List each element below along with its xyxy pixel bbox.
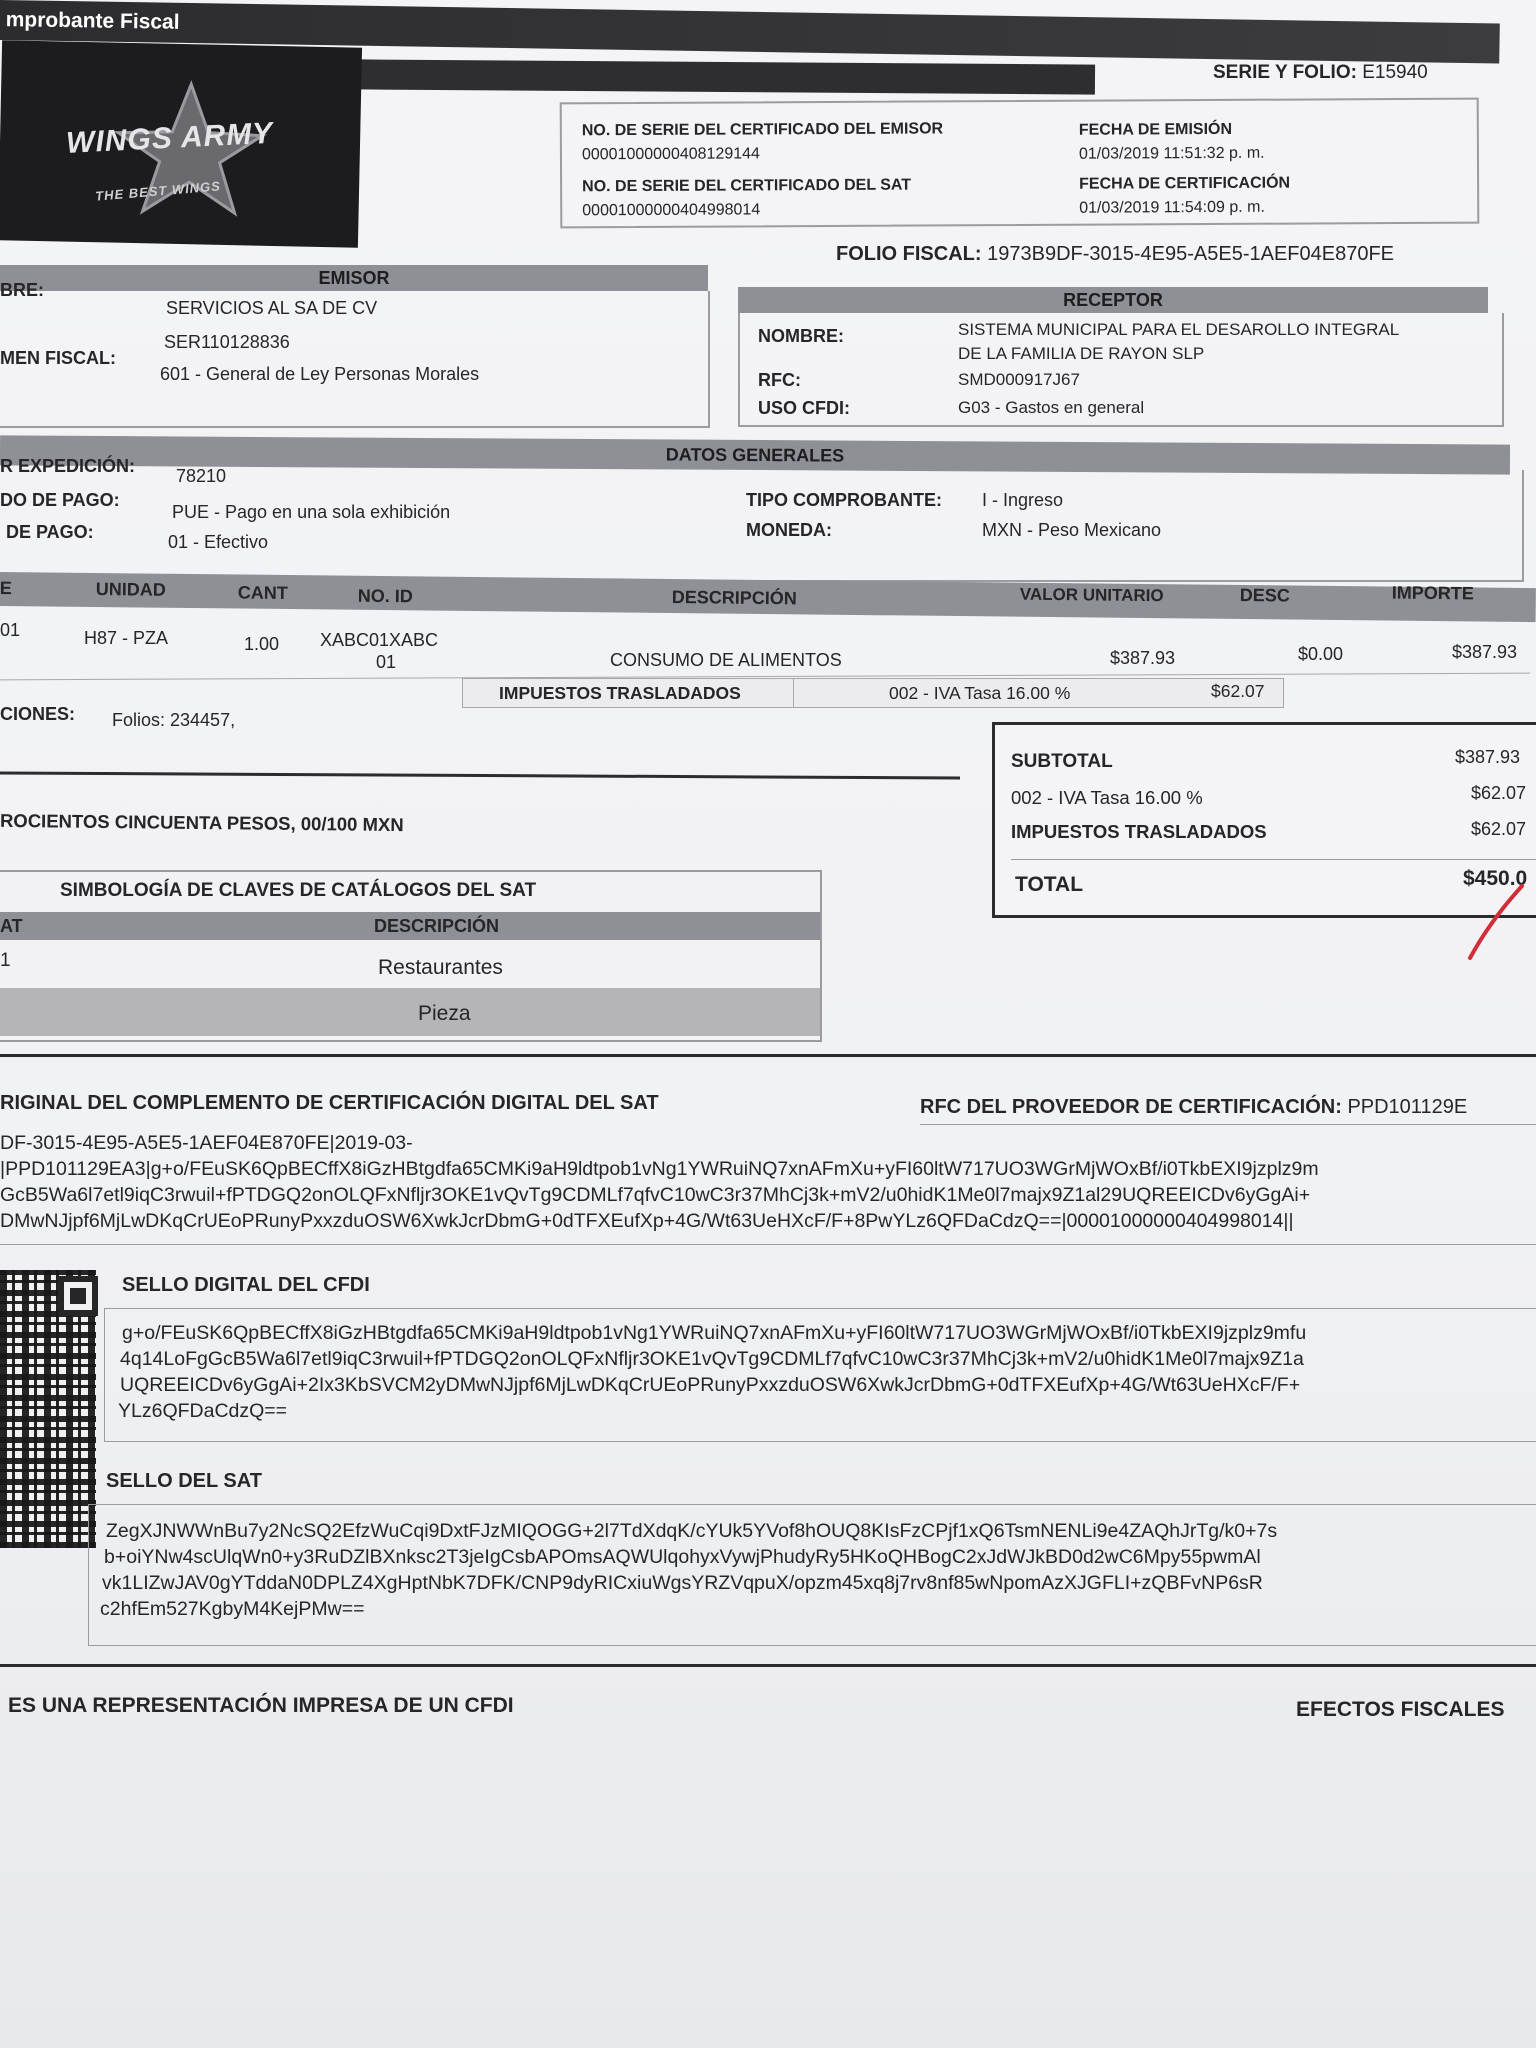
col-clave: E: [0, 577, 12, 599]
row-descripcion: CONSUMO DE ALIMENTOS: [610, 650, 842, 670]
rfc-proveedor-label: RFC DEL PROVEEDOR DE CERTIFICACIÓN:: [920, 1096, 1342, 1118]
receptor-nombre-label: NOMBRE:: [758, 326, 844, 346]
observaciones-label: CIONES:: [0, 704, 76, 724]
metodo-value: PUE - Pago en una sola exhibición: [172, 502, 451, 522]
fecha-cert-label: FECHA DE CERTIFICACIÓN: [1079, 174, 1291, 193]
moneda-value: MXN - Peso Mexicano: [982, 520, 1162, 540]
qr-finder-icon: [58, 1276, 98, 1316]
generales-header: DATOS GENERALES: [0, 435, 1510, 474]
emisor-regimen-label: MEN FISCAL:: [0, 348, 116, 368]
tipo-value: I - Ingreso: [982, 490, 1064, 510]
sello-sat-line-3: vk1LIZwJAV0gYTddaN0DPLZ4XgHptNbK7DFK/CNP9dyRICxiuWgsYRZVqpuX/opzm45xq8j7rv8nf85wNpomAzXJGFLI+zQBFvNP6sR: [102, 1572, 1263, 1594]
cert-sat-label: NO. DE SERIE DEL CERTIFICADO DEL SAT: [582, 176, 912, 196]
trasl-value: $62.07: [1471, 819, 1527, 839]
cert-emisor-label: NO. DE SERIE DEL CERTIFICADO DEL EMISOR: [581, 120, 944, 140]
folio-fiscal-value: 1973B9DF-3015-4E95-A5E5-1AEF04E870FE: [987, 243, 1395, 265]
receptor-uso-label: USO CFDI:: [758, 398, 850, 418]
serie-folio-label: SERIE Y FOLIO:: [1213, 62, 1357, 83]
rfc-proveedor-value: PPD101129E: [1347, 1096, 1468, 1118]
serie-folio-value: E15940: [1362, 62, 1428, 83]
simbologia-col-desc: DESCRIPCIÓN: [374, 916, 500, 936]
logo-text: WINGS ARMY: [65, 116, 274, 160]
sello-sat-line-1: ZegXJNWWnBu7y2NcSQ2EfzWuCqi9DxtFJzMIQOGG+2l7TdXdqK/cYUk5YVof8hOUQ8KIsFzCPjf1xQ6TsmNENLi9e4ZAQhJrTg/k0+7s: [106, 1520, 1278, 1542]
col-importe: IMPORTE: [1391, 582, 1474, 604]
impuestos-value: $62.07: [1211, 681, 1265, 701]
col-desc: DESC: [1239, 584, 1290, 606]
folio-fiscal-label: FOLIO FISCAL:: [836, 243, 982, 265]
simbologia-row1-desc: Restaurantes: [378, 956, 503, 979]
footer-rule: [0, 1664, 1536, 1667]
footer-left: ES UNA REPRESENTACIÓN IMPRESA DE UN CFDI: [8, 1694, 514, 1717]
document-title: mprobante Fiscal: [5, 8, 180, 34]
cadena-line-4: DMwNJjpf6MjLwDKqCrUEoPRunyPxxzduOSW6XwkJcrDbmG+0dTFXEufXp+4G/Wt63UeHXcF/F+8PwYLz6QFDaCdzQ==|00001000000404998014||: [0, 1210, 1294, 1232]
simbologia-header: [0, 912, 820, 940]
emisor-regimen: 601 - General de Ley Personas Morales: [160, 364, 480, 384]
red-check-mark-icon: [1460, 880, 1530, 960]
moneda-label: MONEDA:: [746, 520, 832, 540]
rfc-proveedor-rule: [920, 1124, 1536, 1125]
total-value: $450.0: [1463, 867, 1528, 890]
folio-fiscal: [836, 243, 1394, 266]
sello-cfdi-line-1: g+o/FEuSK6QpBECffX8iGzHBtgdfa65CMKi9aH9ldtpob1vNg1YWRuiNQ7xnAFmXu+yFI60ltW717UO3WGrMjWOxBf/i0TkbEXI9jzplz9mfu: [122, 1322, 1307, 1344]
cadena-top-rule: [0, 1054, 1536, 1057]
iva-label: 002 - IVA Tasa 16.00 %: [1011, 787, 1203, 808]
certificate-box: [560, 98, 1480, 229]
simbologia-row2: [0, 988, 820, 1036]
receptor-rfc-label: RFC:: [758, 370, 801, 390]
fecha-emision-label: FECHA DE EMISIÓN: [1078, 120, 1233, 139]
serie-folio: [1213, 62, 1428, 84]
cadena-line-3: GcB5Wa6l7etl9iqC3rwuil+fPTDGQ2onOLQFxNfljr3OKE1vQvTg9CDMLf7qfvC10wC3r37MhCj3k+mV2/u0hidK1Me0l7majx9Z1al29UQREEICDv6yGgAi+: [0, 1184, 1311, 1206]
cadena-line-2: |PPD101129EA3|g+o/FEuSK6QpBECffX8iGzHBtgdfa65CMKi9aH9ldtpob1vNg1YWRuiNQ7xnAFmXu+yFI60ltW717UO3WGrMjWOxBf/i0TkbEXI9jzplz9m: [0, 1158, 1319, 1180]
emisor-nombre: SERVICIOS AL SA DE CV: [166, 298, 378, 318]
col-unidad: UNIDAD: [95, 579, 166, 600]
receptor-uso: G03 - Gastos en general: [958, 398, 1145, 417]
fecha-cert-value: 01/03/2019 11:54:09 p. m.: [1079, 198, 1265, 217]
metodo-label: DO DE PAGO:: [0, 490, 120, 510]
sello-cfdi-line-4: YLz6QFDaCdzQ==: [118, 1400, 288, 1422]
impuestos-row: [462, 678, 1284, 708]
sello-sat-line-4: c2hfEm527KgbyM4KejPMw==: [100, 1598, 365, 1620]
emisor-header: EMISOR: [0, 265, 708, 291]
expedicion-label: R EXPEDICIÓN:: [0, 456, 136, 476]
receptor-nombre-1: SISTEMA MUNICIPAL PARA EL DESAROLLO INTEGRAL: [958, 320, 1400, 339]
col-valor: VALOR UNITARIO: [1019, 584, 1164, 606]
letra-rule: [0, 771, 960, 779]
row-cant: 1.00: [244, 634, 280, 654]
observaciones-value: Folios: 234457,: [112, 710, 236, 730]
sello-cfdi-line-2: 4q14LoFgGcB5Wa6l7etl9iqC3rwuil+fPTDGQ2onOLQFxNfljr3OKE1vQvTg9CDMLf7qfvC10wC3r37MhCj3k+mV2/u0hidK1Me0l7majx9Z1a: [120, 1348, 1304, 1370]
emisor-nombre-label: BRE:: [0, 280, 44, 300]
col-noid: NO. ID: [357, 585, 413, 607]
cert-sat-value: 00001000000404998014: [582, 201, 761, 220]
qr-code: [0, 1270, 96, 1548]
row-clave: 01: [0, 620, 21, 640]
fecha-emision-value: 01/03/2019 11:51:32 p. m.: [1078, 144, 1265, 163]
subtotal-value: $387.93: [1455, 747, 1521, 767]
forma-label: DE PAGO:: [6, 522, 94, 542]
sello-sat-title: SELLO DEL SAT: [106, 1470, 262, 1492]
row-unidad: H87 - PZA: [84, 628, 169, 648]
row-noid-1: XABC01XABC: [320, 630, 439, 650]
row-valor: $387.93: [1110, 648, 1176, 668]
logo-tagline: THE BEST WINGS: [94, 178, 222, 204]
simbologia-box: [0, 870, 822, 1042]
simbologia-title: SIMBOLOGÍA DE CLAVES DE CATÁLOGOS DEL SAT: [60, 880, 537, 901]
expedicion-value: 78210: [176, 466, 227, 486]
emisor-rfc: SER110128836: [164, 332, 290, 352]
row-desc: $0.00: [1298, 644, 1344, 664]
receptor-nombre-2: DE LA FAMILIA DE RAYON SLP: [958, 344, 1205, 363]
header-strip: [360, 59, 1095, 94]
impuestos-label: IMPUESTOS TRASLADADOS: [499, 683, 741, 703]
impuestos-desc: 002 - IVA Tasa 16.00 %: [889, 683, 1071, 703]
cadena-title: RIGINAL DEL COMPLEMENTO DE CERTIFICACIÓN DIGITAL DEL SAT: [0, 1092, 659, 1114]
totales-box: [992, 722, 1536, 918]
col-descripcion: DESCRIPCIÓN: [671, 587, 797, 609]
simbologia-col-key: AT: [0, 916, 23, 936]
subtotal-label: SUBTOTAL: [1011, 751, 1113, 772]
cert-emisor-value: 00001000000408129144: [581, 145, 760, 164]
receptor-header: RECEPTOR: [738, 287, 1488, 313]
row-importe: $387.93: [1452, 642, 1518, 662]
simbologia-row2-desc: Pieza: [418, 1002, 471, 1025]
simbologia-row1-key: 1: [0, 950, 11, 971]
forma-value: 01 - Efectivo: [168, 532, 269, 552]
sello-cfdi-title: SELLO DIGITAL DEL CFDI: [122, 1274, 370, 1296]
sello-sat-line-2: b+oiYNw4scUlqWn0+y3RuDZlBXnksc2T3jeIgCsbAPOmsAQWUlqohyxVywjPhudyRy5HKoQHBogC2xJdWJkBD0d2wC6Mpy55pwmAl: [104, 1546, 1261, 1568]
importe-letra: ROCIENTOS CINCUENTA PESOS, 00/100 MXN: [0, 809, 404, 836]
sello-cfdi-line-3: UQREEICDv6yGgAi+2Ix3KbSVCM2yDMwNJjpf6MjLwDKqCrUEoPRunyPxxzduOSW6XwkJcrDbmG+0dTFXEufXp+4G/Wt63UeHXcF/F+: [120, 1374, 1301, 1396]
total-label: TOTAL: [1015, 873, 1084, 896]
footer-right: EFECTOS FISCALES: [1296, 1698, 1505, 1721]
trasl-label: IMPUESTOS TRASLADADOS: [1011, 821, 1267, 842]
rfc-proveedor: [920, 1096, 1467, 1119]
cadena-line-1: DF-3015-4E95-A5E5-1AEF04E870FE|2019-03-: [0, 1132, 413, 1154]
iva-value: $62.07: [1471, 783, 1527, 803]
company-logo: [0, 40, 362, 247]
row-noid-2: 01: [376, 652, 397, 672]
cadena-bottom-rule: [0, 1244, 1536, 1245]
col-cant: CANT: [237, 582, 288, 604]
tipo-label: TIPO COMPROBANTE:: [746, 490, 942, 510]
receptor-rfc: SMD000917J67: [958, 370, 1080, 389]
